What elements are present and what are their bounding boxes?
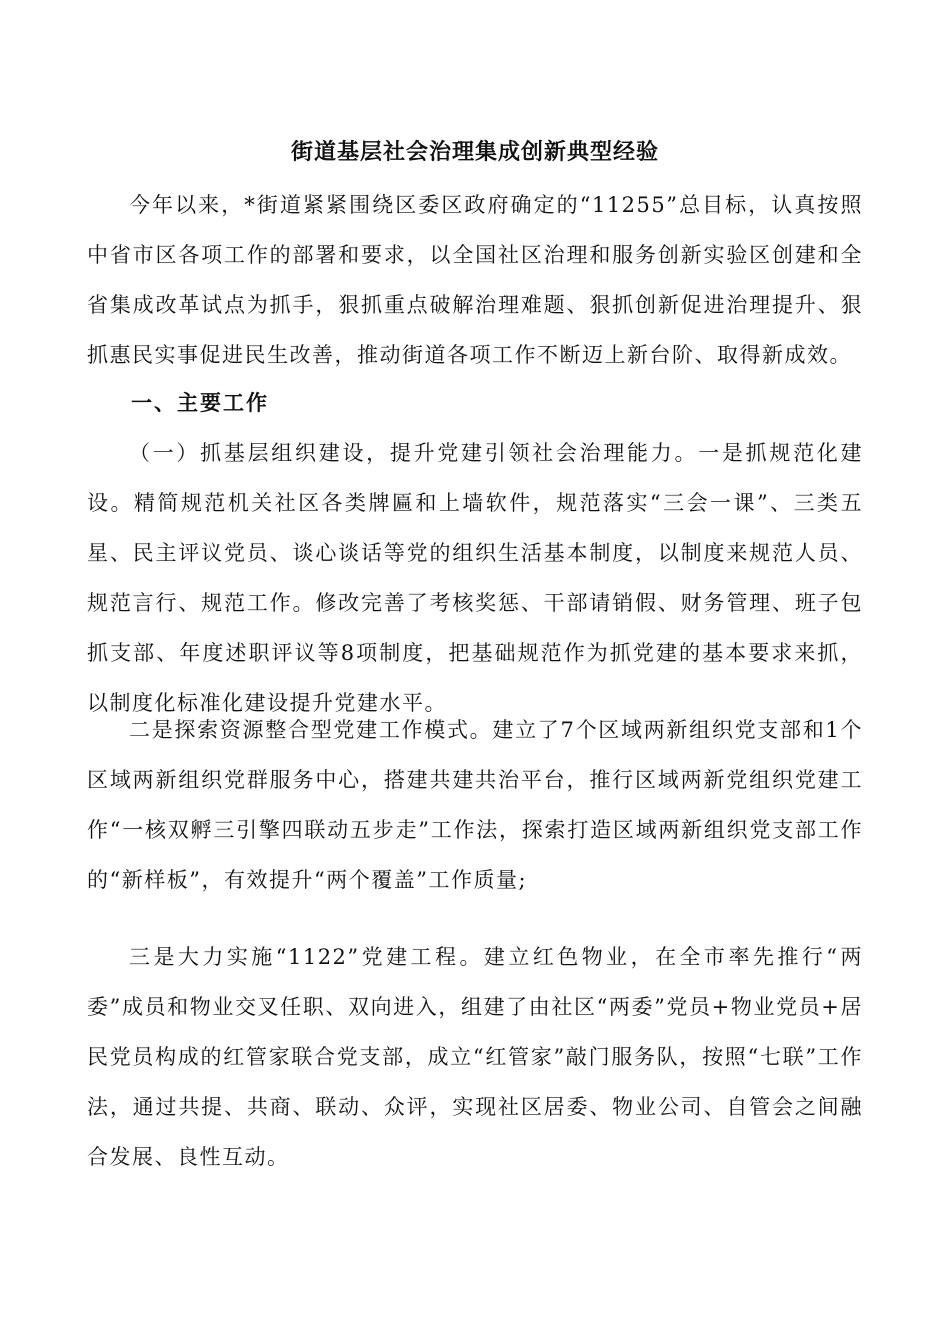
document-title: 街道基层社会治理集成创新典型经验 <box>290 139 659 165</box>
section-heading: 一、主要工作 <box>131 390 269 415</box>
intro-paragraph: 今年以来，*街道紧紧围绕区委区政府确定的“11255”总目标，认真按照中省市区各项工作的部署和要求，以全国社区治理和服务创新实验区创建和全省集成改革试点为抓手，狠抓重点破解治理难题、狠抓创新促进治理提升、狠抓惠民实事促进民生改善，推动街道各项工作不断迈上新台阶、取得新成效。 <box>87 193 863 367</box>
paragraph-1122-project: 三是大力实施“1122”党建工程。建立红色物业，在全市率先推行“两委”成员和物业交叉任职、双向进入，组建了由社区“两委”党员+物业党员+居民党员构成的红管家联合党支部，成立“红管家”敲门服务队，按照“七联”工作法，通过共提、共商、联动、众评，实现社区居委、物业公司、自管会之间融合发展、良性互动。 <box>87 945 863 1169</box>
paragraph-organization-building: （一）抓基层组织建设，提升党建引领社会治理能力。一是抓规范化建设。精简规范机关社区各类牌匾和上墙软件，规范落实“三会一课”、三类五星、民主评议党员、谈心谈话等党的组织生活基本制度，以制度来规范人员、规范言行、规范工作。修改完善了考核奖惩、干部请销假、财务管理、班子包抓支部、年度述职评议等8项制度，把基础规范作为抓党建的基本要求来抓，以制度化标准化建设提升党建水平。 <box>87 441 863 715</box>
paragraph-resource-integration: 二是探索资源整合型党建工作模式。建立了7个区域两新组织党支部和1个区域两新组织党群服务中心，搭建共建共治平台，推行区域两新党组织党建工作“一核双孵三引擎四联动五步走”工作法，探索打造区域两新组织党支部工作的“新样板”，有效提升“两个覆盖”工作质量; <box>87 718 863 892</box>
